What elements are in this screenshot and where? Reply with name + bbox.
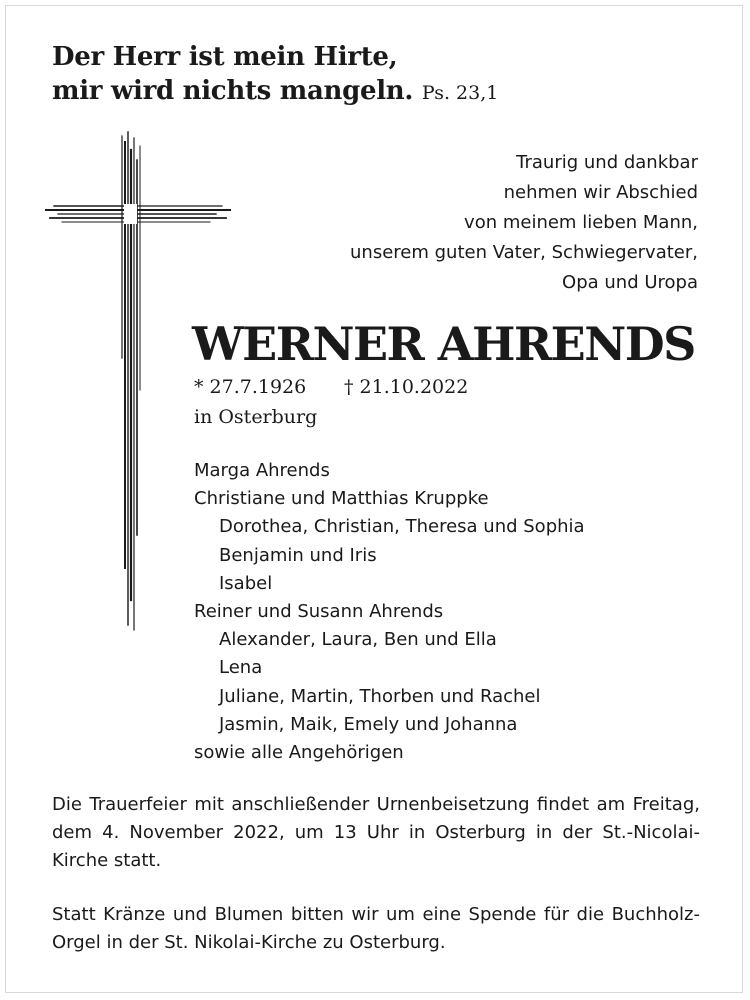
- mourner: Dorothea, Christian, Theresa und Sophia: [219, 516, 585, 538]
- mourner: Lena: [219, 657, 263, 679]
- birth-date: * 27.7.1926: [194, 376, 307, 398]
- mourner: Reiner und Susann Ahrends: [194, 601, 444, 623]
- mourners-list: [194, 457, 585, 767]
- mourner: Isabel: [219, 572, 273, 594]
- mourner: Jasmin, Maik, Emely und Johanna: [219, 713, 518, 735]
- mourner: Juliane, Martin, Thorben und Rachel: [219, 685, 541, 707]
- intro-line: unserem guten Vater, Schwiegervater,: [350, 242, 698, 263]
- bible-verse: [52, 40, 498, 110]
- deceased-name: WERNER AHRENDS: [192, 317, 695, 371]
- verse-reference: Ps. 23,1: [421, 82, 499, 104]
- verse-line-2: [52, 74, 498, 110]
- place: in Osterburg: [194, 406, 318, 428]
- verse-line-1: Der Herr ist mein Hirte,: [52, 42, 398, 72]
- intro-line: von meinem lieben Mann,: [464, 212, 698, 233]
- ceremony-info: Die Trauerfeier mit anschließender Urnenbeisetzung findet am Freitag, dem 4. November 2022, um 13 Uhr in Osterburg in der St.-Nicolai-Kirche statt.: [52, 794, 700, 871]
- verse-line-2-text: mir wird nichts mangeln.: [52, 76, 414, 106]
- donation-request: Statt Kränze und Blumen bitten wir um eine Spende für die Buchholz-Orgel in der St. Nikolai-Kirche zu Osterburg.: [52, 904, 700, 953]
- farewell-intro: [278, 148, 698, 298]
- life-dates: [194, 372, 468, 432]
- intro-line: Traurig und dankbar: [516, 152, 698, 173]
- intro-line: nehmen wir Abschied: [503, 182, 698, 203]
- mourner: Alexander, Laura, Ben und Ella: [219, 629, 497, 651]
- intro-line: Opa und Uropa: [562, 272, 698, 293]
- mourner: sowie alle Angehörigen: [194, 742, 404, 764]
- mourner: Christiane und Matthias Kruppke: [194, 488, 489, 510]
- mourner: Marga Ahrends: [194, 460, 330, 481]
- mourner: Benjamin und Iris: [219, 544, 377, 566]
- death-date: † 21.10.2022: [344, 376, 469, 398]
